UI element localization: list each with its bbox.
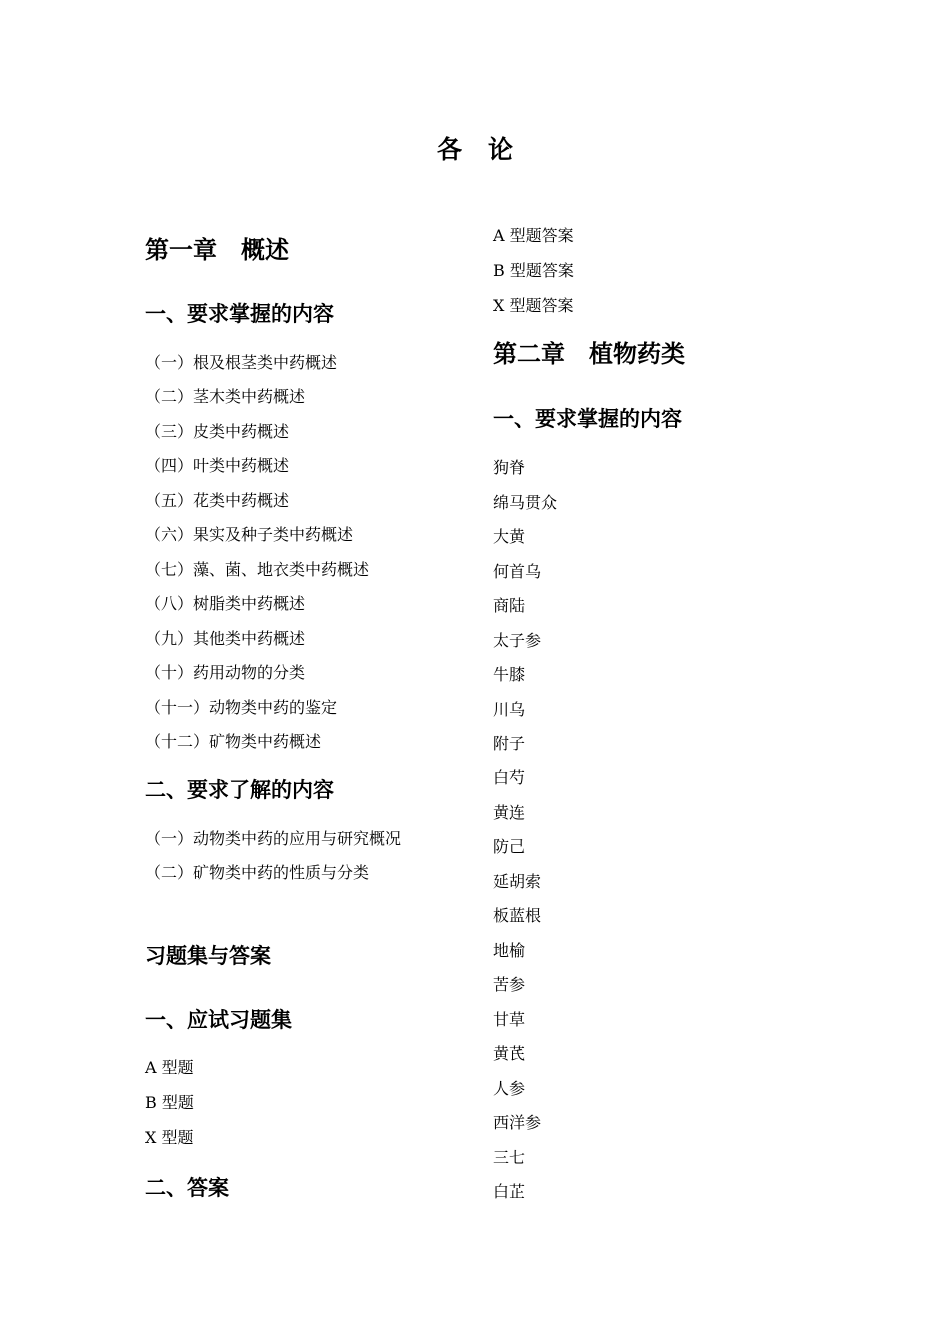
list-item: （九）其他类中药概述 — [145, 629, 306, 648]
list-item: （四）叶类中药概述 — [145, 456, 290, 475]
herb-item: 川乌 — [493, 700, 526, 719]
herb-item: 绵马贯众 — [493, 493, 558, 512]
chapter-2-heading: 第二章 植物药类 — [493, 339, 685, 368]
herb-item: 附子 — [493, 734, 526, 753]
list-item: A 型题 — [145, 1058, 194, 1077]
herb-item: 板蓝根 — [493, 906, 542, 925]
herb-item: 黄连 — [493, 803, 526, 822]
herb-item: 牛膝 — [493, 665, 526, 684]
herb-item: 商陆 — [493, 596, 526, 615]
herb-item: 黄芪 — [493, 1044, 526, 1063]
list-item: A 型题答案 — [493, 226, 574, 245]
list-item: （十二）矿物类中药概述 — [145, 732, 322, 751]
list-item: （六）果实及种子类中药概述 — [145, 525, 354, 544]
section-answers-heading: 二、答案 — [145, 1175, 229, 1200]
herb-item: 太子参 — [493, 631, 542, 650]
herb-item: 白芍 — [493, 768, 526, 787]
section-master-heading: 一、要求掌握的内容 — [145, 301, 334, 326]
herb-item: 白芷 — [493, 1182, 526, 1201]
herb-item: 狗脊 — [493, 458, 526, 477]
left-column — [145, 0, 475, 1344]
herb-item: 延胡索 — [493, 872, 542, 891]
list-item: B 型题答案 — [493, 261, 574, 280]
list-item: （三）皮类中药概述 — [145, 422, 290, 441]
list-item: X 型题答案 — [493, 296, 574, 315]
herb-item: 何首乌 — [493, 562, 542, 581]
herb-item: 甘草 — [493, 1010, 526, 1029]
exercises-heading: 习题集与答案 — [145, 943, 271, 968]
herb-item: 人参 — [493, 1079, 526, 1098]
section-master-heading: 一、要求掌握的内容 — [493, 406, 682, 431]
section-understand-heading: 二、要求了解的内容 — [145, 777, 334, 802]
herb-item: 防己 — [493, 837, 526, 856]
herb-item: 三七 — [493, 1148, 526, 1167]
list-item: （一）根及根茎类中药概述 — [145, 353, 338, 372]
page-title: 各论 — [436, 135, 539, 164]
herb-item: 大黄 — [493, 527, 526, 546]
list-item: X 型题 — [145, 1128, 194, 1147]
list-item: （一）动物类中药的应用与研究概况 — [145, 829, 402, 848]
chapter-1-heading: 第一章 概述 — [145, 235, 289, 264]
section-exercises-heading: 一、应试习题集 — [145, 1007, 292, 1032]
list-item: （二）茎木类中药概述 — [145, 387, 306, 406]
list-item: （十）药用动物的分类 — [145, 663, 306, 682]
herb-item: 苦参 — [493, 975, 526, 994]
list-item: B 型题 — [145, 1093, 194, 1112]
right-column — [493, 0, 823, 1344]
herb-item: 西洋参 — [493, 1113, 542, 1132]
list-item: （五）花类中药概述 — [145, 491, 290, 510]
list-item: （七）藻、菌、地衣类中药概述 — [145, 560, 370, 579]
list-item: （八）树脂类中药概述 — [145, 594, 306, 613]
list-item: （二）矿物类中药的性质与分类 — [145, 863, 370, 882]
herb-item: 地榆 — [493, 941, 526, 960]
list-item: （十一）动物类中药的鉴定 — [145, 698, 338, 717]
